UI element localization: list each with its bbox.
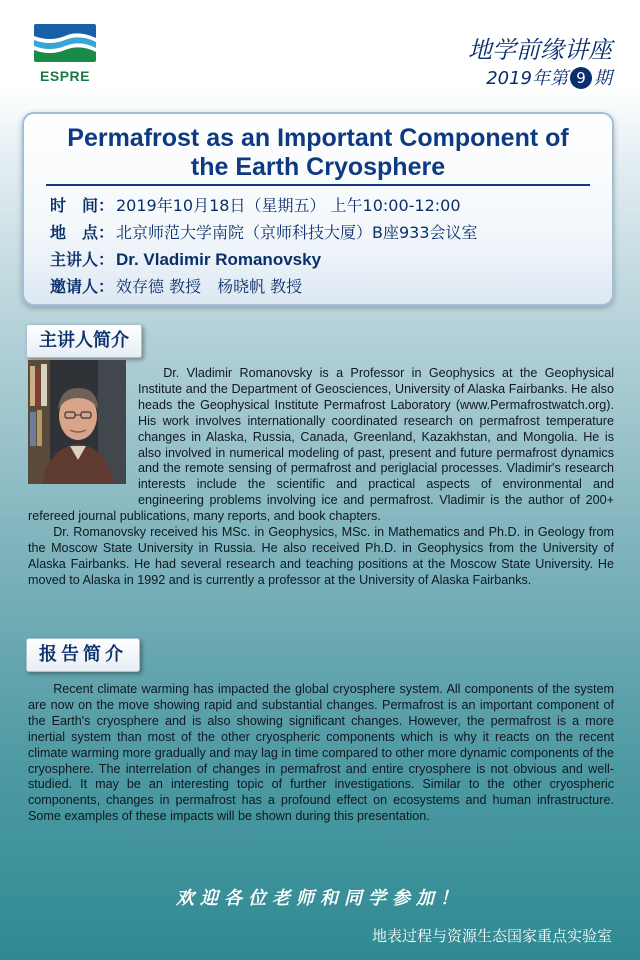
- series-year: 2019年第: [486, 68, 568, 89]
- time-label: 时 间：: [50, 196, 115, 215]
- title-divider: [46, 184, 590, 186]
- speaker-bio: [28, 366, 614, 589]
- place-row: [50, 219, 602, 246]
- series-title: 地学前缘讲座: [468, 36, 612, 64]
- talk-title: [24, 124, 612, 182]
- speaker-value: Dr. Vladimir Romanovsky: [116, 250, 322, 269]
- host-value: 效存德 教授 杨晓帆 教授: [116, 277, 303, 296]
- speaker-row: [50, 246, 602, 273]
- abstract-heading: 报告简介: [26, 638, 140, 672]
- issue-number-badge: 9: [570, 67, 592, 89]
- abstract-paragraph: Recent climate warming has impacted the global cryosphere system. All components of the system are now on the move showing rapid and substantial changes. Permafrost is an important component of the Earth's cryosphere and is also showing significant changes. However, the permafrost is a more inertial system than most of the other cryospheric components which is why it reacts on the recent climate warming more gradually and may lag in time compared to other more dynamic components of the cryosphere. The interrelation of changes in permafrost and entire cryosphere is not obvious and well-studied. It may be an interesting topic of further investigations. Similar to the other cryospheric components, changes in permafrost has a profound effect on ecosystems and human infrastructure. Some examples of these impacts will be shown during this presentation.: [28, 682, 614, 824]
- talk-title-line1: Permafrost as an Important Component of: [67, 124, 569, 152]
- logo-text: ESPRE: [40, 68, 90, 84]
- espre-logo-icon: [30, 20, 100, 66]
- talk-title-line2: the Earth Cryosphere: [190, 153, 446, 181]
- welcome-message: 欢迎各位老师和同学参加！: [176, 888, 464, 909]
- talk-info-card: [22, 112, 614, 306]
- bio-paragraph-2: Dr. Romanovsky received his MSc. in Geophysics, MSc. in Mathematics and Ph.D. in Geology from the Moscow State University in Russia. He also received Ph.D. in Geophysics from the University of Alaska Fairbanks. He had several research and teaching positions at the Moscow State University. He moved to Alaska in 1992 and is currently a professor at the University of Alaska Fairbanks.: [28, 525, 614, 587]
- speaker-label: 主讲人：: [50, 250, 115, 269]
- host-row: [50, 273, 602, 300]
- series-issue: [468, 66, 612, 92]
- time-value: 2019年10月18日（星期五） 上午10:00-12:00: [116, 196, 461, 215]
- talk-details: [50, 192, 602, 300]
- place-label: 地 点：: [50, 223, 115, 242]
- bio-paragraph-1: Dr. Vladimir Romanovsky is a Professor in Geophysics at the Geophysical Institute and the Department of Geosciences, University of Alaska Fairbanks. He also heads the Geophysical Institute Permafrost Laboratory (www.Permafrostwatch.org). His work involves internationally coordinated research on permafrost temperature changes in Alaska, Russia, Canada, Greenland, Kazakhstan, and Mongolia. He is also involved in numerical modeling of past, present and future permafrost dynamics and the remote sensing of permafrost and periglacial processes. Vladimir's research interests include the scientific and practical aspects of environmental and engineering problems involving ice and permafrost. Vladimir is the author of 200+ refereed journal publications, many reports, and book chapters.: [28, 366, 614, 524]
- lecture-series: [468, 36, 612, 92]
- speaker-bio-heading: 主讲人简介: [26, 324, 142, 358]
- photo-spacer: [28, 366, 138, 494]
- series-issue-suffix: 期: [594, 68, 612, 89]
- lab-name: 地表过程与资源生态国家重点实验室: [371, 927, 612, 945]
- time-row: [50, 192, 602, 219]
- host-label: 邀请人：: [50, 277, 115, 296]
- place-value: 北京师范大学南院（京师科技大厦）B座933会议室: [116, 223, 478, 242]
- talk-abstract: [28, 682, 614, 825]
- espre-logo: [30, 20, 100, 84]
